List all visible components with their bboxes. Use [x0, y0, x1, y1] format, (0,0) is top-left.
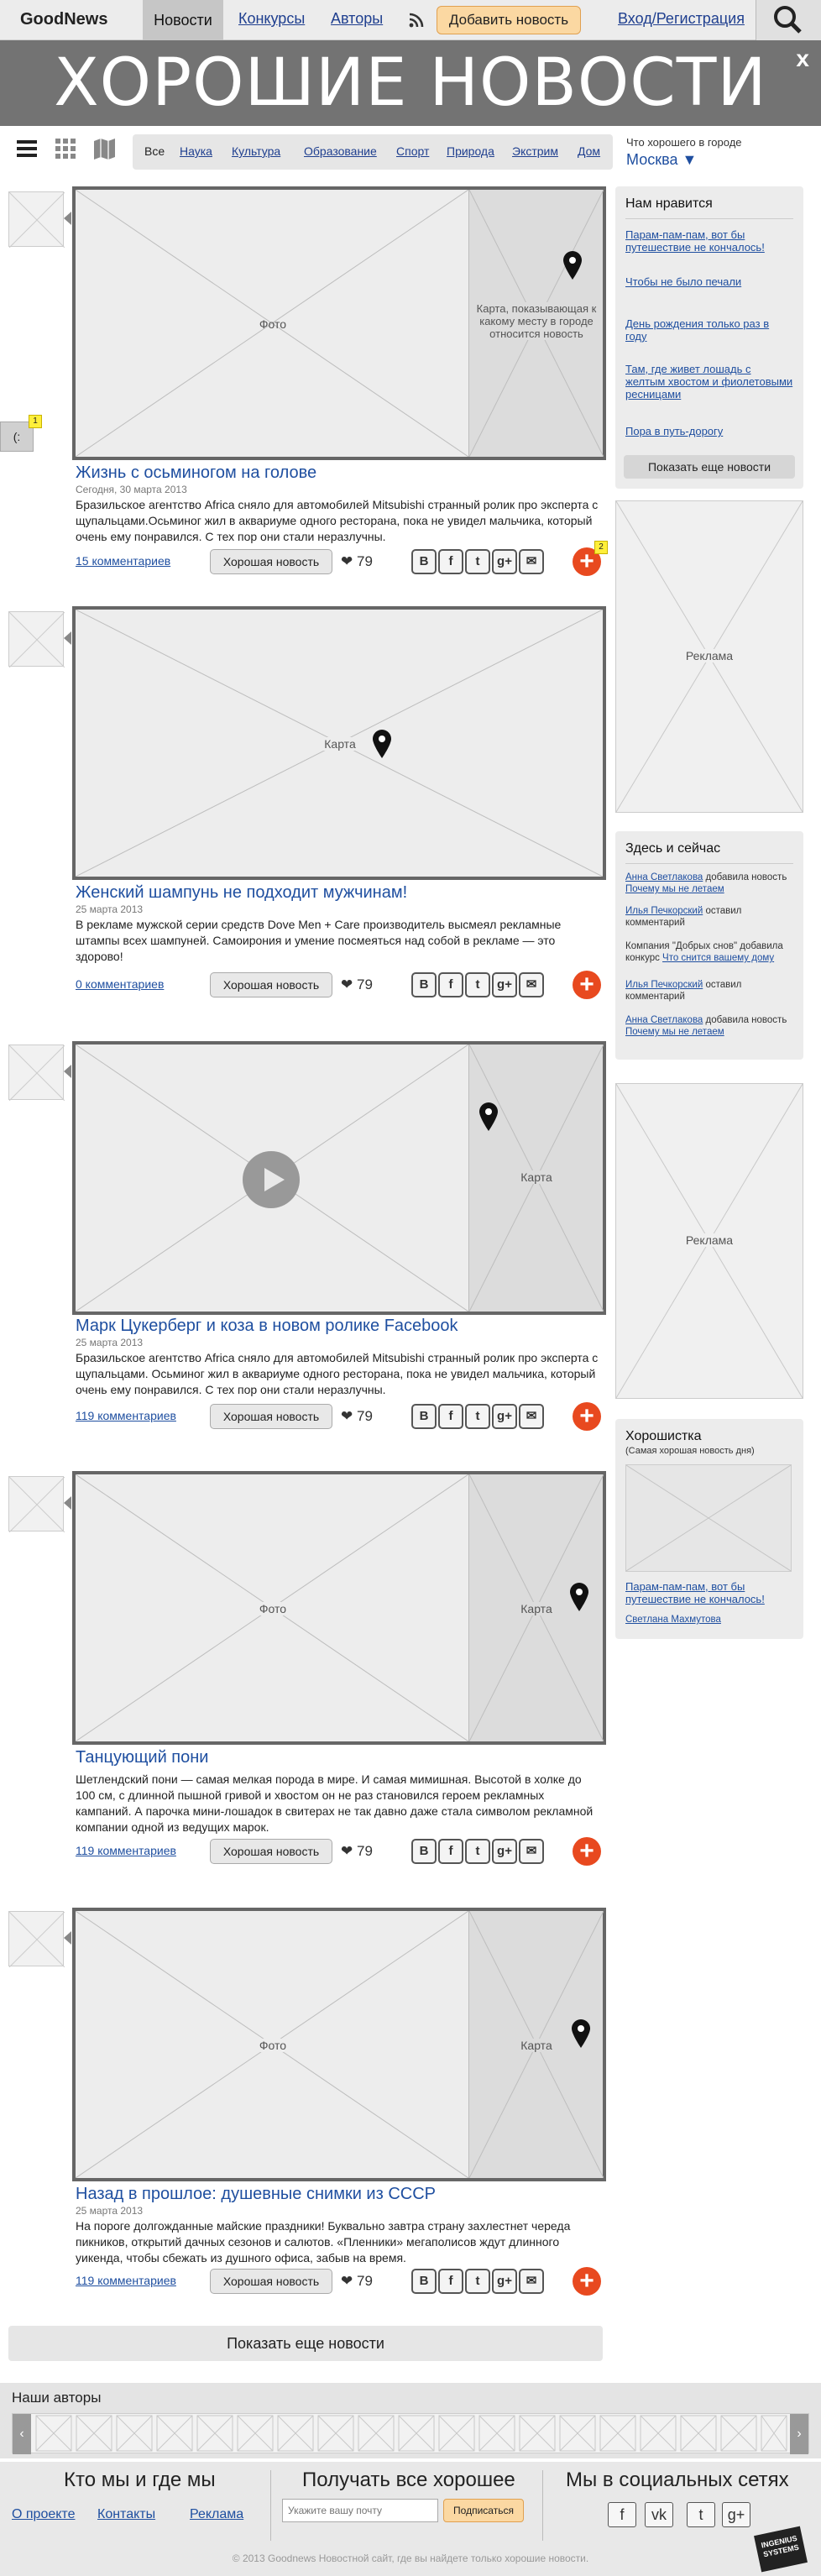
facebook-icon[interactable]: f	[438, 972, 463, 997]
avatar-pointer	[64, 212, 71, 225]
ad-banner[interactable]	[615, 1083, 803, 1399]
best-news-box	[615, 1419, 803, 1639]
copyright: © 2013 Goodnews Новостной сайт, где вы найдете только хорошие новости.	[232, 2552, 589, 2564]
nav-contests[interactable]: Конкурсы	[238, 10, 306, 27]
top-navigation	[0, 0, 821, 40]
avatar-pointer	[64, 1931, 71, 1945]
we-like-box	[615, 186, 803, 489]
best-news-subtitle: (Самая хорошая новость дня)	[625, 1446, 755, 1456]
map-pin-icon	[562, 250, 583, 280]
activity-item	[625, 1014, 797, 1038]
list-view-icon[interactable]	[15, 136, 40, 161]
vkontakte-icon[interactable]: vk	[645, 2502, 673, 2527]
activity-item	[625, 940, 797, 964]
map-pin-icon	[570, 2018, 592, 2049]
share-buttons	[411, 2269, 537, 2296]
news-date: 25 марта 2013	[76, 1337, 144, 1348]
carousel-prev-icon[interactable]: ‹	[13, 2414, 31, 2454]
good-news-button[interactable]: Хорошая новость	[210, 1404, 332, 1429]
news-title[interactable]: Назад в прошлое: душевные снимки из СССР	[76, 2185, 436, 2203]
facebook-icon[interactable]: f	[438, 2269, 463, 2294]
activity-link[interactable]: Почему мы не летаем	[625, 884, 724, 894]
email-icon[interactable]: ✉	[519, 1404, 544, 1429]
author-thumbnails	[13, 2414, 808, 2453]
author-avatar[interactable]	[8, 191, 64, 247]
activity-text: добавила новость	[703, 872, 787, 882]
site-logo[interactable]: GoodNews	[20, 10, 108, 29]
ad-label: Реклама	[680, 1233, 739, 1247]
we-like-link[interactable]: Парам-пам-пам, вот бы путешествие не кончалось!	[625, 228, 765, 254]
activity-link[interactable]: Почему мы не летаем	[625, 1027, 724, 1037]
add-icon[interactable]: +	[573, 547, 601, 576]
map-panel[interactable]	[468, 1045, 603, 1312]
category-culture[interactable]: Культура	[232, 144, 281, 158]
likes-counter[interactable]	[341, 2273, 373, 2290]
category-nature[interactable]: Природа	[447, 144, 494, 158]
email-icon[interactable]: ✉	[519, 2269, 544, 2294]
authors-carousel[interactable]	[12, 2413, 809, 2453]
activity-item	[625, 905, 797, 929]
blogger-icon[interactable]: B	[411, 2269, 437, 2294]
add-icon[interactable]: +	[573, 1837, 601, 1866]
news-excerpt: Бразильское агентство Africa сняло для автомобилей Mitsubishi странный ролик про эксперта с щупальцами. Осьминог жил в аквариуме одного ресторана, пока не увидел мальчика, который очень ему понравился. С тех пор они стали неразлучны.	[76, 1351, 599, 1396]
photo-label: Фото	[259, 317, 287, 331]
login-link[interactable]: Вход/Регистрация	[618, 10, 745, 27]
map-panel[interactable]	[468, 1911, 603, 2178]
close-banner-icon[interactable]: x	[796, 45, 809, 71]
we-like-link[interactable]: Пора в путь-дорогу	[625, 425, 724, 437]
google-plus-icon[interactable]: g+	[492, 2269, 517, 2294]
city-select[interactable]: Москва ▼	[626, 151, 698, 168]
blogger-icon[interactable]: B	[411, 972, 437, 997]
map-pin-icon	[478, 1102, 499, 1132]
map-panel[interactable]	[468, 1474, 603, 1741]
news-date: 25 марта 2013	[76, 903, 144, 915]
likes-count: 79	[356, 1843, 373, 1859]
banner-title: ХОРОШИЕ НОВОСТИ	[54, 45, 767, 121]
likes-count: 79	[356, 976, 373, 992]
news-media[interactable]	[72, 186, 606, 460]
heart-icon: ❤	[341, 1408, 353, 1424]
google-plus-icon[interactable]: g+	[722, 2502, 750, 2527]
author-avatar[interactable]	[8, 1911, 64, 1966]
heart-icon: ❤	[341, 2273, 353, 2289]
news-media[interactable]	[72, 1471, 606, 1745]
avatar-pointer	[64, 1496, 71, 1510]
map-label: Карта	[511, 1602, 562, 1615]
map-label: Карта	[511, 1170, 562, 1184]
comments-link[interactable]: 119 комментариев	[76, 1409, 176, 1422]
author-avatar[interactable]	[8, 1476, 64, 1531]
share-buttons	[411, 972, 537, 999]
author-avatar[interactable]	[8, 611, 64, 667]
play-icon[interactable]	[242, 1150, 301, 1209]
nav-news[interactable]: Новости	[143, 0, 223, 40]
news-excerpt: На пороге долгожданные майские праздники! Буквально завтра страну захлестнет череда пикников, открытий дачных сезонов и салютов. «Пленники» мегаполисов ждут длинного уикенда, чтобы сбежать из душного офиса, забыв на время.	[76, 2219, 571, 2264]
blogger-icon[interactable]: B	[411, 549, 437, 574]
likes-counter[interactable]	[341, 976, 373, 993]
add-news-button[interactable]: Добавить новость	[437, 6, 581, 34]
subscribe-title: Получать все хорошее	[302, 2469, 515, 2491]
good-news-button[interactable]: Хорошая новость	[210, 972, 332, 997]
news-excerpt: Шетлендский пони — самая мелкая порода в мире. И самая мимишная. Высотой в холке до 100 см, с длинной пышной гривой и хвостом он не раз становился героем рекламных кампаний. А парочка мини-лошадок в свитерах не так давно даже стала символом рекламной компании одной из ведущих марок.	[76, 1772, 594, 1834]
site-footer	[0, 2462, 821, 2576]
map-pin-icon	[568, 1582, 590, 1612]
activity-text: оставил комментарий	[625, 906, 742, 928]
category-all[interactable]: Все	[144, 144, 165, 158]
likes-count: 79	[356, 2273, 373, 2289]
news-media[interactable]	[72, 1908, 606, 2181]
author-avatar[interactable]	[8, 1045, 64, 1100]
likes-counter[interactable]	[341, 1843, 373, 1860]
google-plus-icon[interactable]: g+	[492, 972, 517, 997]
twitter-icon[interactable]: t	[687, 2502, 715, 2527]
news-date: 25 марта 2013	[76, 2205, 144, 2217]
email-field[interactable]	[282, 2499, 438, 2522]
we-like-link[interactable]: День рождения только раз в году	[625, 317, 770, 343]
google-plus-icon[interactable]: g+	[492, 1404, 517, 1429]
twitter-icon[interactable]: t	[465, 1404, 490, 1429]
search-icon	[756, 0, 821, 40]
user-link[interactable]: Илья Печкорский	[625, 980, 703, 990]
good-news-button[interactable]: Хорошая новость	[210, 549, 332, 574]
nav-authors[interactable]: Авторы	[331, 10, 384, 27]
studio-logo[interactable]: INGENIUS SYSTEMS	[754, 2526, 808, 2573]
show-more-button[interactable]: Показать еще новости	[624, 455, 795, 479]
twitter-icon[interactable]: t	[465, 972, 490, 997]
good-news-button[interactable]: Хорошая новость	[210, 1839, 332, 1864]
user-link[interactable]: Илья Печкорский	[625, 906, 703, 916]
map-view-icon[interactable]	[92, 136, 118, 161]
category-science[interactable]: Наука	[180, 144, 212, 158]
activity-item	[625, 979, 797, 1003]
advertising-link[interactable]: Реклама	[190, 2507, 244, 2521]
annotation-badge: 1	[29, 415, 42, 428]
comments-link[interactable]: 119 комментариев	[76, 2274, 176, 2287]
avatar-pointer	[64, 631, 71, 645]
likes-count: 79	[356, 553, 373, 569]
google-plus-icon[interactable]: g+	[492, 1839, 517, 1864]
map-caption: Карта, показывающая к какому месту в городе относится новость	[473, 302, 600, 340]
avatar-pointer	[64, 1065, 71, 1078]
best-news-link[interactable]: Парам-пам-пам, вот бы путешествие не кончалось!	[625, 1580, 765, 1605]
carousel-next-icon[interactable]: ›	[790, 2414, 808, 2454]
ad-label: Реклама	[680, 649, 739, 662]
likes-counter[interactable]	[341, 1408, 373, 1425]
hero-banner	[0, 40, 821, 126]
twitter-icon[interactable]: t	[465, 549, 490, 574]
activity-item	[625, 872, 797, 895]
news-media[interactable]	[72, 1041, 606, 1315]
comments-link[interactable]: 119 комментариев	[76, 1844, 176, 1857]
category-home[interactable]: Дом	[578, 144, 601, 158]
user-link[interactable]: Анна Светлакова	[625, 872, 703, 882]
share-buttons	[411, 1404, 537, 1431]
feedback-tab[interactable]: (:	[0, 421, 34, 452]
add-icon[interactable]: +	[573, 971, 601, 999]
heart-icon: ❤	[341, 976, 353, 992]
subscribe-button[interactable]: Подписаться	[443, 2499, 524, 2522]
facebook-icon[interactable]: f	[438, 1404, 463, 1429]
news-media[interactable]	[72, 606, 606, 880]
likes-count: 79	[356, 1408, 373, 1424]
map-panel[interactable]	[468, 190, 603, 457]
facebook-icon[interactable]: f	[438, 1839, 463, 1864]
show-more-news-button[interactable]: Показать еще новости	[8, 2326, 603, 2361]
city-question: Что хорошего в городе	[626, 136, 742, 149]
good-news-button[interactable]: Хорошая новость	[210, 2269, 332, 2294]
social-title: Мы в социальных сетях	[566, 2469, 789, 2491]
photo-label: Фото	[243, 2039, 302, 2052]
email-icon[interactable]: ✉	[519, 1839, 544, 1864]
best-news-title: Хорошистка	[625, 1429, 702, 1443]
heart-icon: ❤	[341, 1843, 353, 1859]
news-title[interactable]: Танцующий пони	[76, 1748, 209, 1767]
comments-link[interactable]: 15 комментариев	[76, 554, 171, 568]
contacts-link[interactable]: Контакты	[97, 2507, 156, 2521]
rss-icon[interactable]	[408, 12, 425, 29]
we-like-title: Нам нравится	[625, 196, 713, 211]
photo-label: Фото	[243, 1602, 302, 1615]
ad-banner[interactable]	[615, 500, 803, 813]
blogger-icon[interactable]: B	[411, 1404, 437, 1429]
news-title[interactable]: Женский шампунь не подходит мужчинам!	[76, 883, 408, 902]
authors-section	[0, 2383, 821, 2458]
search-button[interactable]	[756, 0, 821, 40]
activity-text: добавила новость	[703, 1015, 787, 1025]
activity-text: оставил комментарий	[625, 980, 742, 1002]
news-excerpt: В рекламе мужской серии средств Dove Men + Care производитель высмеял рекламные штампы всех шампуней. Самоирония и умение посмеяться над собой в рекламе — это здорово!	[76, 918, 562, 963]
map-label: Карта	[511, 2039, 562, 2052]
comments-link[interactable]: 0 комментариев	[76, 977, 165, 991]
news-date: Сегодня, 30 марта 2013	[76, 484, 187, 495]
add-icon[interactable]: +	[573, 2267, 601, 2296]
news-excerpt: Бразильское агентство Africa сняло для автомобилей Mitsubishi странный ролик про эксперта с щупальцами.Осьминог жил в аквариуме одного ресторана, пока не увидел мальчика, который очень ему понравился. С тех пор они стали неразлучны.	[76, 498, 599, 543]
activity-text: добавила конкурс	[625, 941, 783, 963]
google-plus-icon[interactable]: g+	[492, 549, 517, 574]
heart-icon: ❤	[341, 553, 353, 569]
map-label: Карта	[311, 737, 369, 751]
about-title: Кто мы и где мы	[64, 2469, 216, 2491]
we-like-link[interactable]: Там, где живет лошадь с желтым хвостом и фиолетовыми ресницами	[625, 363, 793, 401]
best-news-author[interactable]: Светлана Махмутова	[625, 1615, 721, 1625]
twitter-icon[interactable]: t	[465, 1839, 490, 1864]
add-icon[interactable]: +	[573, 1402, 601, 1431]
category-education[interactable]: Образование	[304, 144, 377, 158]
user-link[interactable]: Анна Светлакова	[625, 1015, 703, 1025]
grid-view-icon[interactable]	[54, 136, 79, 161]
map-pin-icon	[371, 729, 393, 759]
facebook-icon[interactable]: f	[438, 549, 463, 574]
best-news-image[interactable]	[625, 1464, 792, 1572]
news-title[interactable]: Марк Цукерберг и коза в новом ролике Facebook	[76, 1317, 458, 1335]
share-buttons	[411, 549, 537, 576]
we-like-link[interactable]: Чтобы не было печали	[625, 275, 742, 288]
news-title[interactable]: Жизнь с осьминогом на голове	[76, 463, 317, 482]
authors-title: Наши авторы	[12, 2390, 102, 2406]
about-link[interactable]: О проекте	[12, 2507, 76, 2521]
activity-link[interactable]: Что снится вашему дому	[662, 953, 775, 963]
annotation-badge: 2	[594, 541, 608, 554]
blogger-icon[interactable]: B	[411, 1839, 437, 1864]
category-sport[interactable]: Спорт	[396, 144, 430, 158]
here-and-now-title: Здесь и сейчас	[625, 841, 721, 856]
twitter-icon[interactable]: t	[465, 2269, 490, 2294]
share-buttons	[411, 1839, 537, 1866]
email-icon[interactable]: ✉	[519, 549, 544, 574]
category-extreme[interactable]: Экстрим	[512, 144, 558, 158]
email-icon[interactable]: ✉	[519, 972, 544, 997]
facebook-icon[interactable]: f	[608, 2502, 636, 2527]
here-and-now-box	[615, 831, 803, 1060]
likes-counter[interactable]	[341, 553, 373, 570]
company-name: Компания "Добрых снов"	[625, 941, 738, 951]
category-filter	[133, 134, 613, 170]
